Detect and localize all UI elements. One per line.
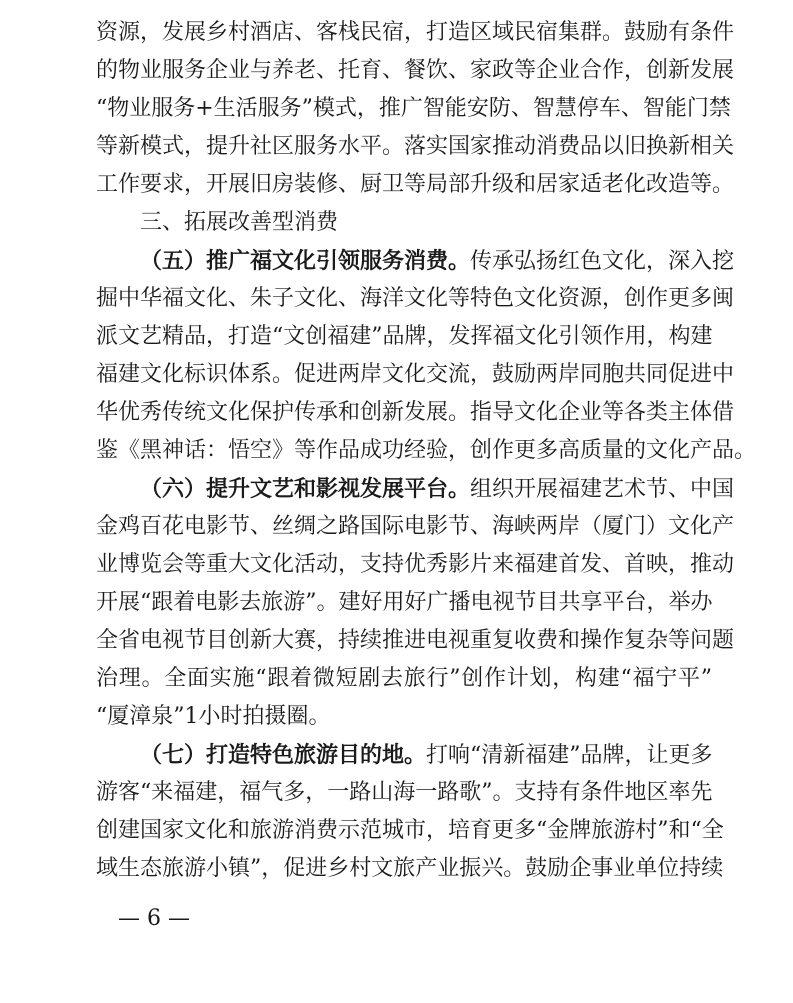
body-text-line: 治理。全面实施“跟着微短剧去旅行”创作计划，构建“福宁平”: [96, 666, 712, 691]
body-text-line: 派文艺精品，打造“文创福建”品牌，发挥福文化引领作用，构建: [96, 324, 713, 349]
paragraph-5-first-text: 传承弘扬红色文化，深入挖: [470, 249, 735, 274]
body-text-line: 游客“来福建，福气多，一路山海一路歌”。支持有条件地区率先: [96, 780, 713, 805]
paragraph-7-first-text: 打响“清新福建”品牌，让更多: [426, 743, 713, 768]
paragraph-5-first-line: [140, 242, 735, 280]
body-text-line: “厦漳泉”1小时拍摄圈。: [96, 704, 331, 729]
body-text-line: 业博览会等重大文化活动，支持优秀影片来福建首发、首映，推动: [96, 552, 735, 577]
body-text-line: 福建文化标识体系。促进两岸文化交流，鼓励两岸同胞共同促进中: [96, 362, 735, 387]
paragraph-5-title: （五）推广福文化引领服务消费。: [140, 248, 471, 274]
paragraph-7-first-line: [140, 736, 712, 774]
body-text-line: 域生态旅游小镇”，促进乡村文旅产业振兴。鼓励企事业单位持续: [96, 856, 724, 881]
body-text-line: 创建国家文化和旅游消费示范城市，培育更多“金牌旅游村”和“全: [96, 818, 724, 843]
body-text-line: 掘中华福文化、朱子文化、海洋文化等特色文化资源，创作更多闽: [96, 286, 735, 311]
body-text-line: 全省电视节目创新大赛，持续推进电视重复收费和操作复杂等问题: [96, 628, 735, 653]
page-number: — 6 —: [118, 906, 190, 931]
body-text-line: 等新模式，提升社区服务水平。落实国家推动消费品以旧换新相关: [96, 134, 735, 159]
body-text-line: “物业服务+生活服务”模式，推广智能安防、智慧停车、智能门禁: [96, 96, 731, 121]
paragraph-6-first-line: [140, 470, 735, 508]
paragraph-6-title: （六）提升文艺和影视发展平台。: [140, 476, 471, 502]
body-text-line: 开展“跟着电影去旅游”。建好用好广播电视节目共享平台，举办: [96, 590, 713, 615]
body-text-line: 鉴《黑神话：悟空》等作品成功经验，创作更多高质量的文化产品。: [96, 438, 757, 463]
body-text-line: 华优秀传统文化保护传承和创新发展。指导文化企业等各类主体借: [96, 400, 735, 425]
body-text-line: 资源，发展乡村酒店、客栈民宿，打造区域民宿集群。鼓励有条件: [96, 20, 735, 45]
section-heading: 三、拓展改善型消费: [140, 210, 339, 235]
body-text-line: 的物业服务企业与养老、托育、餐饮、家政等企业合作，创新发展: [96, 58, 735, 83]
paragraph-6-first-text: 组织开展福建艺术节、中国: [470, 477, 735, 502]
body-text-line: 金鸡百花电影节、丝绸之路国际电影节、海峡两岸（厦门）文化产: [96, 514, 735, 539]
body-text-line: 工作要求，开展旧房装修、厨卫等局部升级和居家适老化改造等。: [96, 172, 735, 197]
paragraph-7-title: （七）打造特色旅游目的地。: [140, 742, 427, 768]
